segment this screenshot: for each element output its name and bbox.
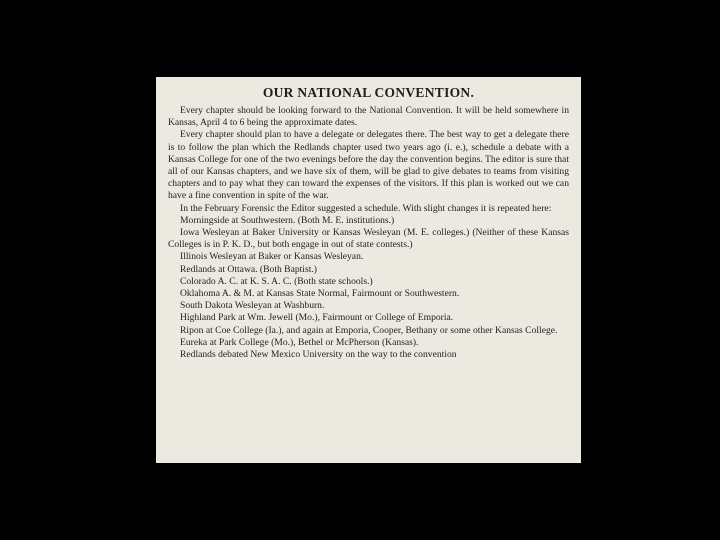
schedule-item: Illinois Wesleyan at Baker or Kansas Wesleyan. (180, 251, 364, 263)
schedule-item: Redlands at Ottawa. (Both Baptist.) (180, 263, 317, 275)
paragraph-schedule-intro: In the February Forensic the Editor suggested a schedule. With slight changes it is repeated here: (180, 202, 552, 214)
schedule-item: Iowa Wesleyan at Baker University or Kansas Wesleyan (M. E. colleges.) (Neither of these Kansas Colleges is in P. K. D., but both engage in out of state contests.) (168, 227, 569, 251)
paragraph-intro: Every chapter should be looking forward to the National Convention. It will be held somewhere in Kansas, April 4 to 6 being the approximate dates. (168, 105, 569, 129)
schedule-item: Morningside at Southwestern. (Both M. E. institutions.) (180, 214, 395, 226)
schedule-item: South Dakota Wesleyan at Washburn. (180, 300, 325, 312)
schedule-item: Eureka at Park College (Mo.), Bethel or McPherson (Kansas). (180, 336, 419, 348)
scanned-page (156, 77, 581, 463)
schedule-item: Ripon at Coe College (Ia.), and again at Emporia, Cooper, Bethany or some other Kansas College. (180, 324, 558, 336)
schedule-item: Oklahoma A. & M. at Kansas State Normal, Fairmount or Southwestern. (180, 288, 460, 300)
paragraph-delegate-plan: Every chapter should plan to have a delegate or delegates there. The best way to get a delegate there is to follow the plan which the Redlands chapter used two years ago (i. e.), schedule a debate with a Kansas College for one of the two evenings before the day the convention begins. The editor is sure that all of our Kansas chapters, and we have six of them, will be glad to give debates to teams from visiting chapters and to pay what they can toward the expenses of the visitors. If this plan is worked out we can have a fine convention in spite of the war. (168, 129, 569, 202)
article-title: OUR NATIONAL CONVENTION. (262, 85, 475, 100)
schedule-item: Colorado A. C. at K. S. A. C. (Both state schools.) (180, 275, 373, 287)
schedule-item: Redlands debated New Mexico University on the way to the convention (180, 349, 457, 361)
schedule-item: Highland Park at Wm. Jewell (Mo.), Fairmount or College of Emporia. (180, 312, 454, 324)
